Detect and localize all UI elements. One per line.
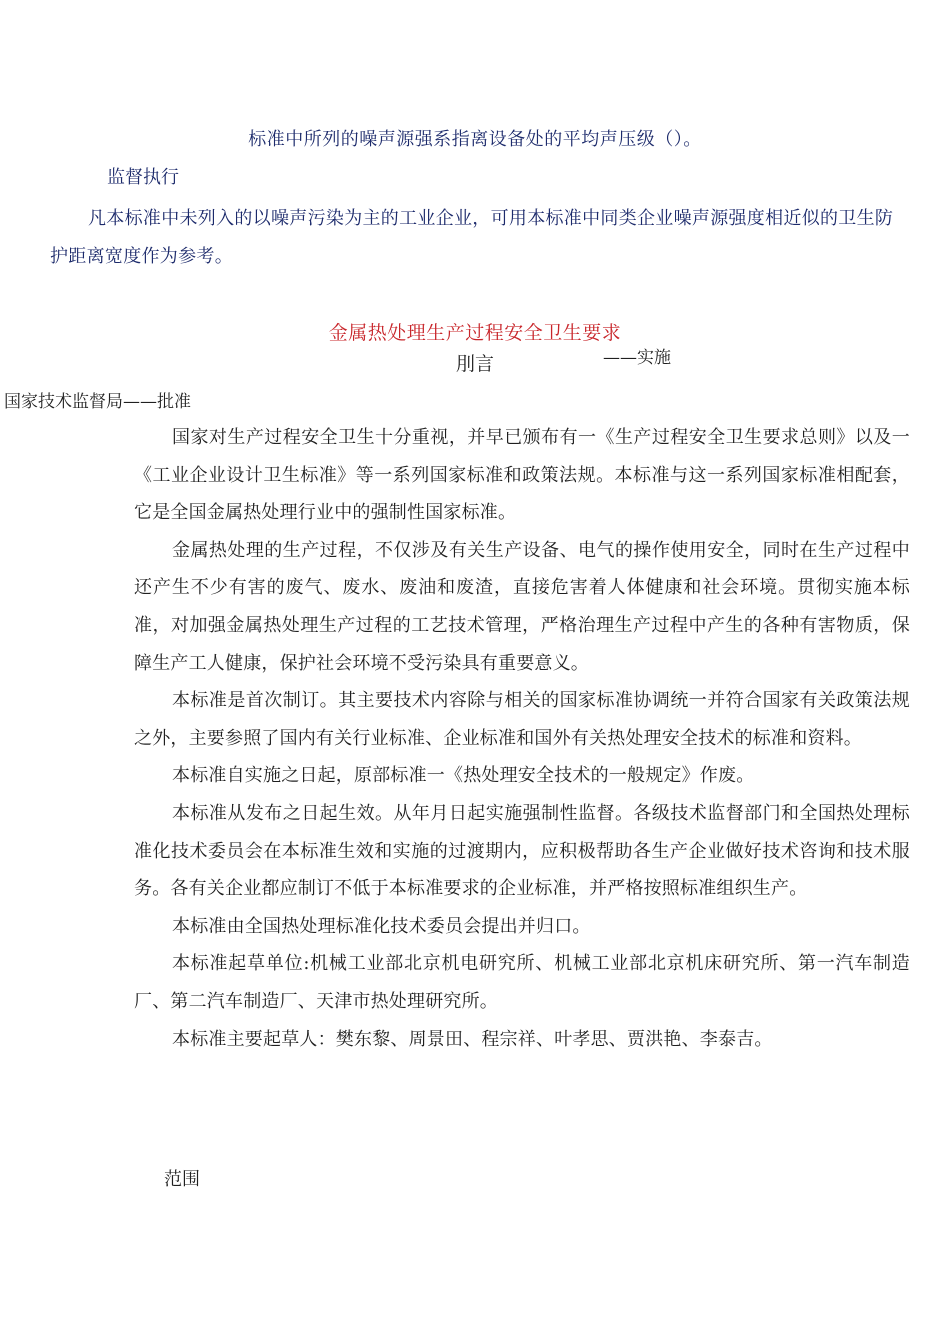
implement-text: ——实施 xyxy=(603,348,671,368)
approve-text: 国家技术监督局——批准 xyxy=(4,392,191,412)
preface-heading: 刖言 xyxy=(456,353,495,375)
reference-paragraph: 凡本标准中未列入的以噪声污染为主的工业企业，可用本标准中同类企业噪声源强度相近似的卫生防护距离宽度作为参考。 xyxy=(50,208,894,267)
paragraph: 本标准自实施之日起，原部标准一《热处理安全技术的一般规定》作废。 xyxy=(172,765,755,787)
paragraph: 本标准主要起草人：樊东黎、周景田、程宗祥、叶孝思、贾洪艳、李泰吉。 xyxy=(172,1028,773,1050)
paragraph: 本标准起草单位:机械工业部北京机电研究所、机械工业部北京机床研究所、第一汽车制造厂、第二汽车制造厂、天津市热处理研究所。 xyxy=(134,953,910,1012)
scope-heading: 范围 xyxy=(164,1169,200,1190)
paragraph: 本标准是首次制订。其主要技术内容除与相关的国家标准协调统一并符合国家有关政策法规之外，主要参照了国内有关行业标准、企业标准和国外有关热处理安全技术的标准和资料。 xyxy=(134,690,910,749)
paragraph: 国家对生产过程安全卫生十分重视，并早已颁布有一《生产过程安全卫生要求总则》以及一《工业企业设计卫生标准》等一系列国家标准和政策法规。本标准与这一系列国家标准相配套，它是全国金属热处理行业中的强制性国家标准。 xyxy=(134,427,910,524)
paragraph: 金属热处理的生产过程，不仅涉及有关生产设备、电气的操作使用安全，同时在生产过程中还产生不少有害的废气、废水、废油和废渣，直接危害着人体健康和社会环境。贯彻实施本标准，对加强金属热处理生产过程的工艺技术管理，严格治理生产过程中产生的各种有害物质，保障生产工人健康，保护社会环境不受污染具有重要意义。 xyxy=(134,539,910,674)
paragraph: 本标准从发布之日起生效。从年月日起实施强制性监督。各级技术监督部门和全国热处理标准化技术委员会在本标准生效和实施的过渡期内，应积极帮助各生产企业做好技术咨询和技术服务。各有关企业都应制订不低于本标准要求的企业标准，并严格按照标准组织生产。 xyxy=(134,802,910,900)
preface-body xyxy=(134,419,910,1058)
supervise-heading: 监督执行 xyxy=(107,167,179,188)
noise-source-note: 标准中所列的噪声源强系指离设备处的平均声压级（）。 xyxy=(248,129,702,150)
standard-title: 金属热处理生产过程安全卫生要求 xyxy=(328,322,622,344)
paragraph: 本标准由全国热处理标准化技术委员会提出并归口。 xyxy=(172,915,591,937)
